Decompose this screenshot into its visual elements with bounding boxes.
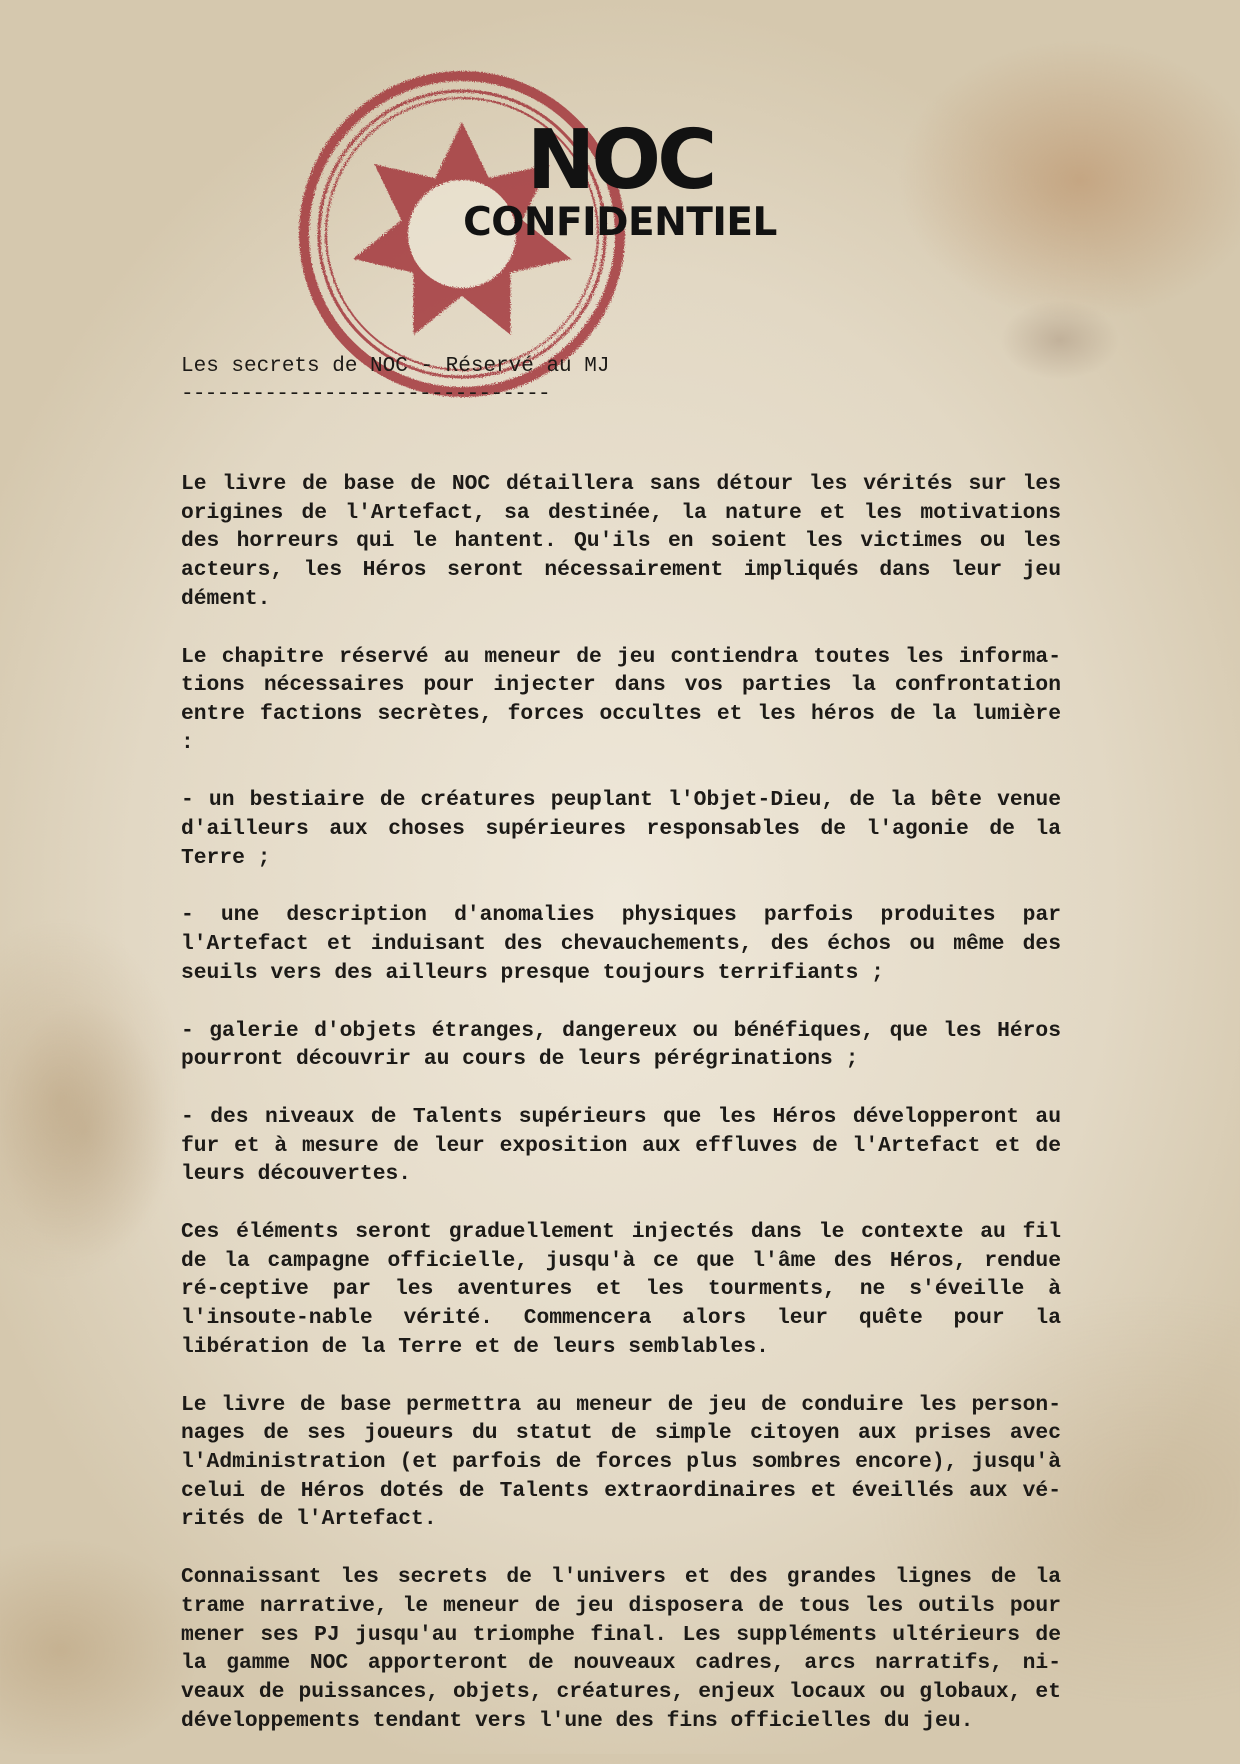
- paragraph: Le livre de base de NOC détaillera sans détour les vérités sur les origines de l'Artefact, sa destinée, la nature et les motivations des horreurs qui le hantent. Qu'ils en soient les victimes ou les acteurs, les Héros seront nécessairement impliqués dans leur jeu dément.: [181, 472, 1061, 611]
- coffee-stain-left: [0, 1000, 170, 1260]
- brand-subtitle: CONFIDENTIEL: [463, 200, 777, 245]
- paragraph: Connaissant les secrets de l'univers et des grandes lignes de la trame narrative, le meneur de jeu disposera de tous les outils pour mener ses PJ jusqu'au triomphe final. Les suppléments ultérieurs de la gamme NOC apporteront de nouveaux cadres, arcs narratifs, ni-veaux de puissances, objets, créatures, enjeux locaux ou globaux, et développements tendant vers l'une des fins officielles du jeu.: [181, 1565, 1061, 1733]
- list-item: - un bestiaire de créatures peuplant l'Objet-Dieu, de la bête venue d'ailleurs aux choses supérieures responsables de l'agonie de la Terre ;: [181, 788, 1061, 870]
- brand-title: NOC: [526, 113, 714, 208]
- paragraph: Le livre de base permettra au meneur de jeu de conduire les person-nages de ses joueurs du statut de simple citoyen aux prises avec l'Administration (et parfois de forces plus sombres encore), jusqu'à celui de Héros dotés de Talents extraordinaires et éveillés aux vé-rités de l'Artefact.: [181, 1392, 1061, 1532]
- brand-block: [460, 113, 780, 245]
- coffee-stain-top-right: [1000, 300, 1120, 380]
- list-item: - une description d'anomalies physiques parfois produites par l'Artefact et induisant des chevauchements, des échos ou même des seuils vers des ailleurs presque toujours terrifiants ;: [181, 903, 1061, 985]
- document-header: Les secrets de NOC - Réservé au MJ: [181, 355, 610, 378]
- document-body: [181, 470, 1061, 1764]
- list-item: - galerie d'objets étranges, dangereux ou bénéfiques, que les Héros pourront découvrir au cours de leurs pérégrinations ;: [181, 1018, 1061, 1072]
- paragraph: Ces éléments seront graduellement injectés dans le contexte au fil de la campagne officielle, jusqu'à ce que l'âme des Héros, rendue ré-ceptive par les aventures et les tourments, ne s'éveille à l'insoute-nable vérité. Commencera alors leur quête pour la libération de la Terre et de leurs semblables.: [181, 1220, 1061, 1359]
- list-item: - des niveaux de Talents supérieurs que les Héros développeront au fur et à mesure de leur exposition aux effluves de l'Artefact et de leurs découvertes.: [181, 1104, 1061, 1187]
- paragraph: Le chapitre réservé au meneur de jeu contiendra toutes les informa-tions nécessaires pour injecter dans vos parties la confrontation entre factions secrètes, forces occultes et les héros de la lumière :: [181, 644, 1061, 755]
- header-divider: -------------------------------: [181, 383, 550, 406]
